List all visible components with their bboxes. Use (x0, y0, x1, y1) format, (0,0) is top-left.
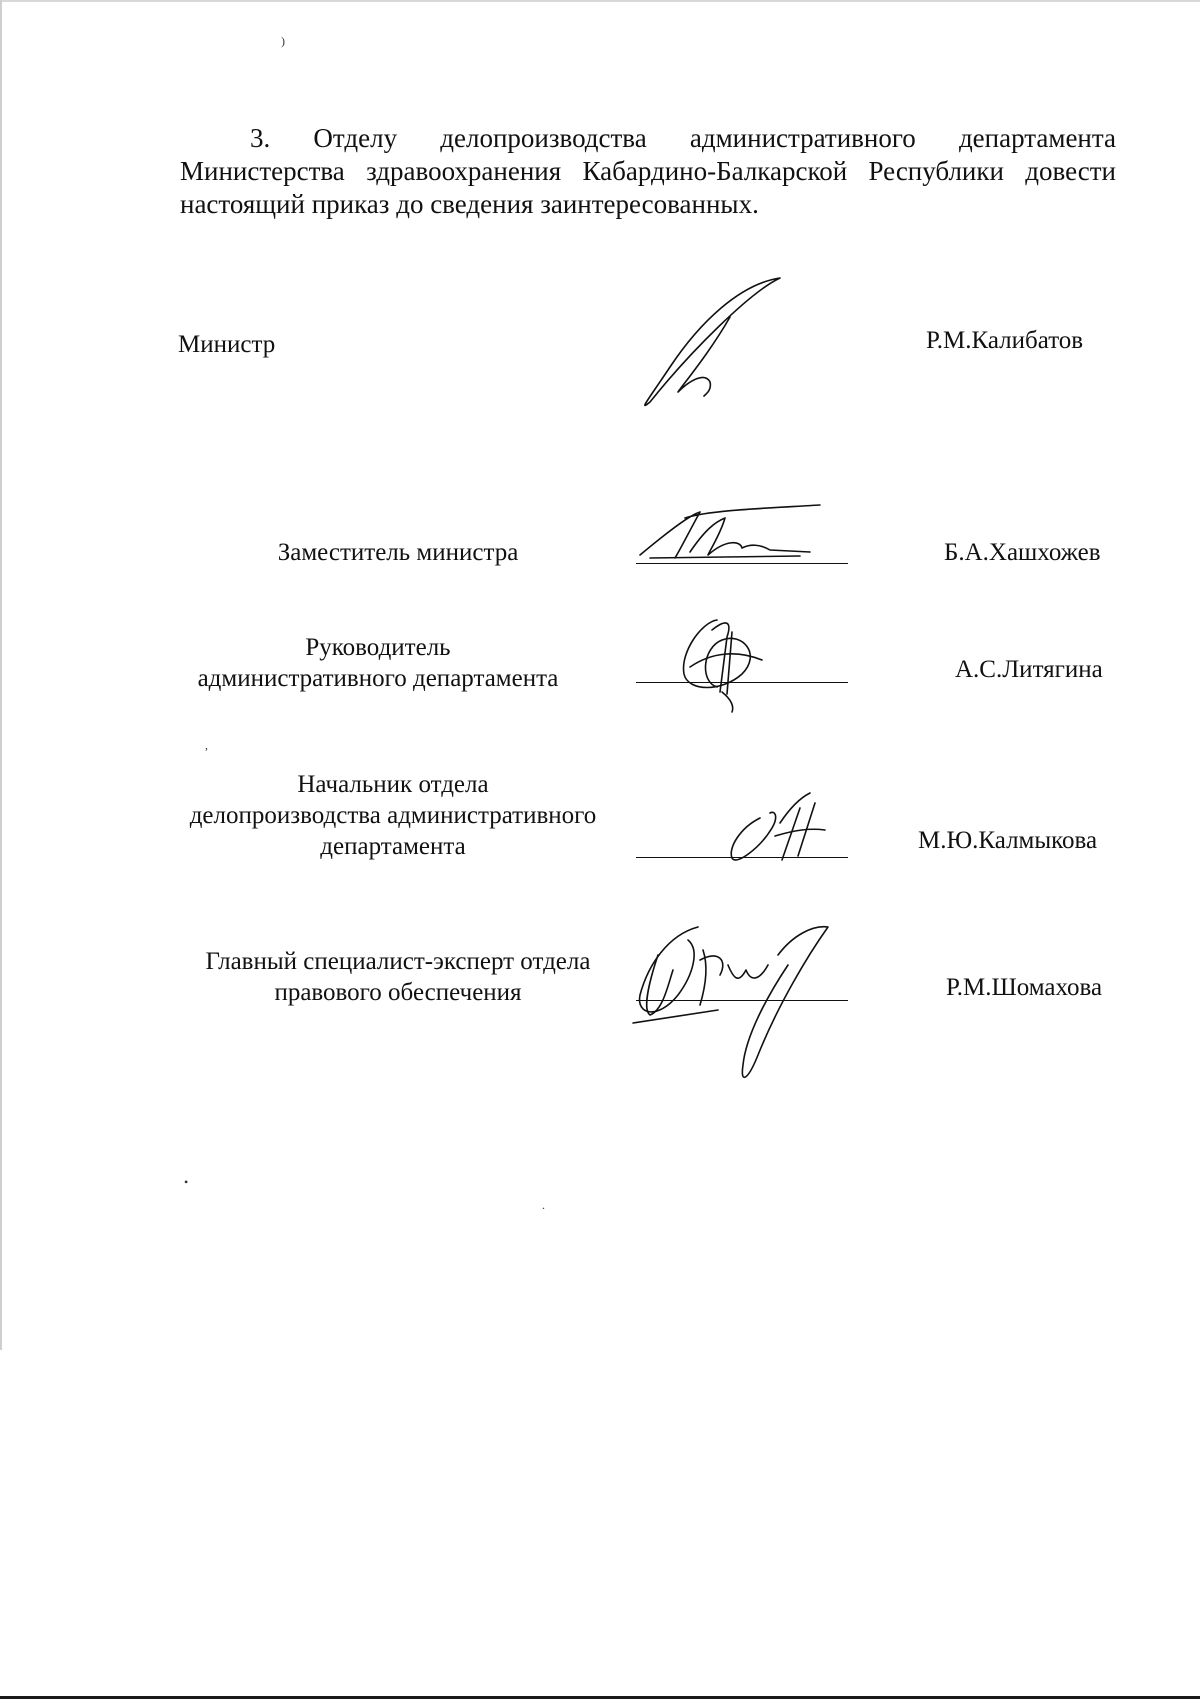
scan-speck: . (542, 1198, 545, 1212)
scan-speck: , (205, 738, 208, 752)
signatory-name-deputy: Б.А.Хашхожев (944, 539, 1101, 566)
signatory-name-minister: Р.М.Калибатов (926, 327, 1084, 354)
order-paragraph-3: 3. Отделу делопроизводства административного департамента Министерства здравоохранения Кабардино-Балкарской Республики довести настоящий приказ до сведения заинтересованных. (180, 123, 1116, 219)
signatory-position-head-records (168, 769, 618, 862)
position-line: департамента (320, 833, 466, 860)
signature-deputy (630, 500, 830, 570)
signature-head-records (720, 788, 830, 868)
position-line: Главный специалист-эксперт отдела (205, 948, 591, 975)
signatory-position-head-admin (168, 632, 588, 694)
signatory-name-head-admin: А.С.Литягина (955, 656, 1103, 683)
signatory-position-minister: Министр (178, 331, 276, 358)
scan-speck: • (184, 1175, 189, 1189)
page-bottom-edge (0, 1696, 1200, 1699)
position-line: правового обеспечения (274, 979, 522, 1006)
position-line: Руководитель (305, 634, 451, 661)
page-left-edge (0, 0, 2, 1350)
signature-chief-specialist (628, 915, 848, 1085)
signature-minister (630, 272, 790, 412)
page-top-edge (0, 0, 1200, 2)
signatory-position-chief-specialist (178, 946, 618, 1008)
signatory-position-deputy: Заместитель министра (277, 539, 519, 566)
signatory-name-head-records: М.Ю.Калмыкова (918, 827, 1098, 854)
position-line: делопроизводства административного (189, 802, 597, 829)
position-line: Начальник отдела (297, 771, 489, 798)
position-line: административного департамента (197, 665, 559, 692)
signature-head-admin (672, 612, 772, 712)
signatory-name-chief-specialist: Р.М.Шомахова (946, 974, 1103, 1001)
scan-speck: ) (281, 34, 285, 48)
